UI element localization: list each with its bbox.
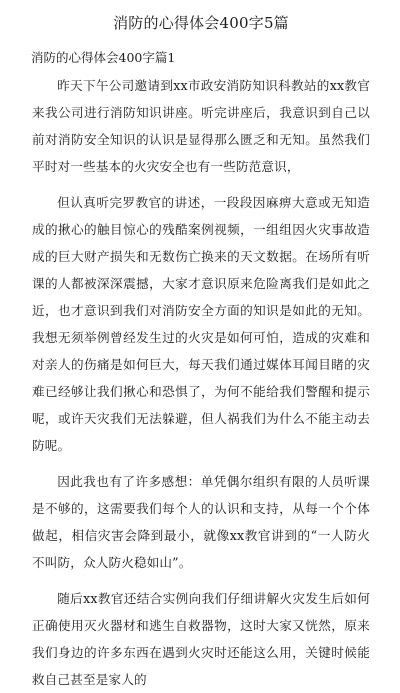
document-title: 消防的心得体会400字5篇 [113,14,289,32]
body-paragraph: 但认真听完罗教官的讲述，一段段因麻痹大意或无知造成的揪心的触目惊心的残酷案例视频，一组组因火灾事故造成的巨大财产损失和无数伤亡换来的天文数据。在场所有听课的人都被深深震撼，大家才意识原来危险离我们是如此之近，也才意识到我们对消防安全方面的知识是如此的无知。我想无须举例曾经发生过的火灾是如何可怕，造成的灾难和对亲人的伤痛是如何巨大，每天我们通过媒体耳闻目睹的灾难已经够让我们揪心和恐惧了，为何不能给我们警醒和提示呢，或许天灾我们无法躲避，但人祸我们为什么不能主动去防呢。 [32,195,370,453]
body-paragraph: 随后xx教官还结合实例向我们仔细讲解火灾发生后如何正确使用灭火器材和逃生自救器物，这时大家又恍然，原来我们身边的许多东西在遇到火灾时还能这么用，关键时候能救自己甚至是家人的 [32,591,370,687]
body-paragraph: 因此我也有了许多感想：单凭偶尔组织有限的人员听课是不够的，这需要我们每个人的认识和支持，从每一个个体做起，相信灾害会降到最小，就像xx教官讲到的“一人防火不叫防，众人防火稳如山”。 [32,474,370,570]
body-paragraph: 昨天下午公司邀请到xx市政安消防知识科教站的xx教官来我公司进行消防知识讲座。听完讲座后，我意识到自己以前对消防安全知识的认识是显得那么匮乏和无知。虽然我们平时对一些基本的火灾安全也有一些防范意识， [32,78,370,174]
section-heading: 消防的心得体会400字篇1 [31,50,176,65]
